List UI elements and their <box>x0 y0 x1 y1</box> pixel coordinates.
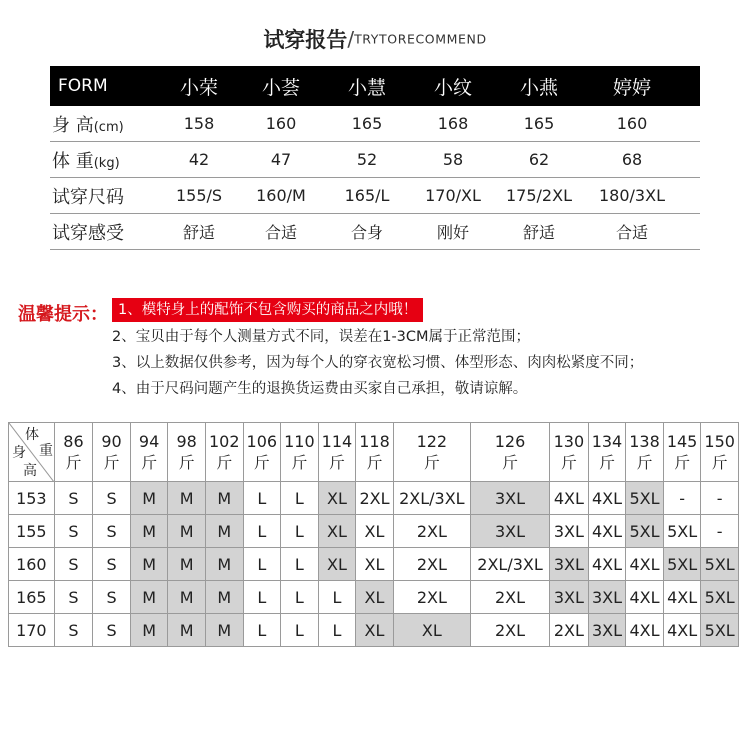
row-label <box>50 183 160 209</box>
size-cell: 2XL <box>356 482 394 515</box>
height-value: 160 <box>9 548 55 581</box>
row-value: 168 <box>437 114 469 133</box>
row-value: 68 <box>621 150 643 169</box>
header-model: 小纹 <box>433 76 472 99</box>
row-value: 165 <box>351 114 383 133</box>
weight-unit: 斤 <box>178 453 195 472</box>
weight-unit: 斤 <box>560 453 577 472</box>
size-cell: M <box>130 581 168 614</box>
weight-header <box>470 423 549 482</box>
row-value: 160/M <box>256 186 306 205</box>
size-cell: L <box>281 581 319 614</box>
size-cell: L <box>281 548 319 581</box>
weight-unit: 斤 <box>502 453 519 472</box>
weight-header <box>281 423 319 482</box>
size-cell: L <box>243 515 281 548</box>
weight-header <box>356 423 394 482</box>
weight-header <box>393 423 470 482</box>
weight-unit: 斤 <box>291 453 308 472</box>
size-cell: L <box>318 581 356 614</box>
row-value: 160 <box>616 114 648 133</box>
weight-value: 98 <box>176 432 197 451</box>
size-cell: M <box>168 548 206 581</box>
weight-header <box>626 423 664 482</box>
row-value: 155/S <box>175 186 223 205</box>
header-form: FORM <box>58 76 108 96</box>
corner-cell <box>9 423 55 482</box>
weight-header <box>318 423 356 482</box>
weight-value: 94 <box>138 432 160 451</box>
size-cell: 5XL <box>663 548 701 581</box>
size-cell: 4XL <box>663 581 701 614</box>
row-label-text: 试穿尺码 <box>52 186 124 208</box>
size-cell: XL <box>393 614 470 647</box>
weight-header <box>701 423 739 482</box>
size-row <box>9 614 739 647</box>
row-unit: (cm) <box>93 119 124 135</box>
weight-unit: 斤 <box>216 453 233 472</box>
row-label-text: 身 高 <box>52 114 94 136</box>
size-cell: XL <box>318 515 356 548</box>
size-cell: M <box>205 515 243 548</box>
size-row <box>9 515 739 548</box>
size-cell: 3XL <box>470 515 549 548</box>
size-cell: M <box>168 581 206 614</box>
weight-value: 86 <box>63 432 84 451</box>
tips-list <box>112 298 643 402</box>
size-cell: L <box>243 548 281 581</box>
size-cell: M <box>130 515 168 548</box>
weight-header <box>243 423 281 482</box>
weight-unit: 斤 <box>65 453 82 472</box>
row-label <box>50 111 160 137</box>
size-cell: 5XL <box>626 515 664 548</box>
size-cell: 3XL <box>588 614 626 647</box>
tip-item: 3、以上数据仅供参考，因为每个人的穿衣宽松习惯、体型形态、肉肉松紧度不同； <box>112 355 644 371</box>
size-cell: - <box>663 482 701 515</box>
row-value: 42 <box>188 150 210 169</box>
row-value: 165 <box>523 114 555 133</box>
weight-value: 145 <box>666 432 698 451</box>
size-cell: L <box>318 614 356 647</box>
size-cell: - <box>701 482 739 515</box>
weight-header <box>168 423 206 482</box>
size-cell: 4XL <box>626 614 664 647</box>
size-cell: 4XL <box>588 515 626 548</box>
weight-value: 102 <box>208 432 240 451</box>
header-model: 小荟 <box>261 76 300 99</box>
size-cell: S <box>93 548 131 581</box>
size-cell: 4XL <box>588 482 626 515</box>
try-on-header-row <box>50 66 700 106</box>
try-on-row <box>50 106 700 142</box>
weight-unit: 斤 <box>711 453 728 472</box>
header-model: 小燕 <box>519 76 558 99</box>
size-cell: L <box>281 482 319 515</box>
weight-header <box>550 423 589 482</box>
size-cell: 4XL <box>663 614 701 647</box>
size-cell: 4XL <box>626 581 664 614</box>
row-value: 合适 <box>615 223 648 242</box>
row-value: 刚好 <box>436 223 469 242</box>
height-value: 153 <box>9 482 55 515</box>
size-cell: 3XL <box>550 548 589 581</box>
size-cell: M <box>130 482 168 515</box>
size-cell: M <box>168 515 206 548</box>
weight-value: 90 <box>101 432 122 451</box>
tip-item: 4、由于尺码问题产生的退换货运费由买家自己承担，敬请谅解。 <box>112 381 528 397</box>
weight-value: 110 <box>284 432 315 451</box>
weight-unit: 斤 <box>636 453 653 472</box>
size-cell: S <box>93 581 131 614</box>
size-cell: 5XL <box>701 614 739 647</box>
size-cell: XL <box>318 548 356 581</box>
size-chart-table <box>8 422 739 647</box>
size-cell: S <box>54 515 93 548</box>
weight-unit: 斤 <box>598 453 615 472</box>
size-cell: 5XL <box>701 581 739 614</box>
size-cell: L <box>243 482 281 515</box>
size-cell: 2XL/3XL <box>393 482 470 515</box>
corner-height-1: 身 <box>12 445 26 461</box>
size-header-row <box>9 423 739 482</box>
try-on-table <box>50 66 700 250</box>
weight-header <box>588 423 626 482</box>
corner-weight-1: 体 <box>25 427 39 443</box>
row-value: 170/XL <box>425 186 481 205</box>
size-cell: 2XL <box>470 581 549 614</box>
weight-header <box>663 423 701 482</box>
height-value: 155 <box>9 515 55 548</box>
size-cell: S <box>54 548 93 581</box>
row-value: 52 <box>356 150 378 169</box>
size-cell: 3XL <box>588 581 626 614</box>
try-on-row <box>50 142 700 178</box>
row-label-text: 试穿感受 <box>52 222 124 244</box>
corner-weight-2: 重 <box>39 443 53 459</box>
try-on-row <box>50 214 700 250</box>
size-cell: 2XL <box>470 614 549 647</box>
weight-value: 118 <box>359 432 390 451</box>
size-cell: 2XL <box>393 548 470 581</box>
weight-value: 114 <box>321 432 353 451</box>
weight-unit: 斤 <box>328 453 345 472</box>
size-cell: S <box>54 614 93 647</box>
size-cell: 2XL <box>393 581 470 614</box>
size-row <box>9 581 739 614</box>
row-value: 舒适 <box>182 223 215 242</box>
size-cell: L <box>243 614 281 647</box>
tip-item: 2、宝贝由于每个人测量方式不同，误差在1-3CM属于正常范围； <box>112 329 531 345</box>
weight-value: 134 <box>591 432 623 451</box>
height-value: 170 <box>9 614 55 647</box>
size-cell: - <box>701 515 739 548</box>
size-cell: M <box>205 482 243 515</box>
size-cell: M <box>130 614 168 647</box>
row-label <box>50 219 160 245</box>
size-cell: 2XL <box>550 614 589 647</box>
row-value: 62 <box>528 150 550 169</box>
size-cell: XL <box>356 614 394 647</box>
weight-unit: 斤 <box>366 453 383 472</box>
size-cell: L <box>281 515 319 548</box>
size-cell: M <box>205 581 243 614</box>
size-cell: 5XL <box>701 548 739 581</box>
row-label-text: 体 重 <box>52 150 94 172</box>
weight-value: 138 <box>629 432 660 451</box>
weight-value: 122 <box>416 432 448 451</box>
size-cell: 4XL <box>550 482 589 515</box>
size-row <box>9 548 739 581</box>
size-cell: S <box>93 515 131 548</box>
size-cell: M <box>168 482 206 515</box>
row-value: 合适 <box>264 223 297 242</box>
title-slash: / <box>347 27 355 51</box>
size-cell: S <box>54 581 93 614</box>
title-en: TRYTORECOMMEND <box>354 31 487 47</box>
try-on-row <box>50 178 700 214</box>
row-value: 175/2XL <box>506 186 572 205</box>
row-value: 160 <box>265 114 297 133</box>
title-zh: 试穿报告 <box>263 28 348 52</box>
row-label <box>50 147 160 173</box>
size-cell: 2XL/3XL <box>470 548 549 581</box>
weight-unit: 斤 <box>423 453 440 472</box>
weight-header <box>205 423 243 482</box>
header-model: 小荣 <box>179 76 218 99</box>
weight-header <box>54 423 93 482</box>
size-cell: 3XL <box>550 581 589 614</box>
size-cell: 3XL <box>550 515 589 548</box>
size-cell: S <box>93 482 131 515</box>
weight-unit: 斤 <box>253 453 270 472</box>
row-value: 58 <box>442 150 464 169</box>
size-cell: 2XL <box>393 515 470 548</box>
size-cell: XL <box>356 515 394 548</box>
size-cell: L <box>243 581 281 614</box>
weight-unit: 斤 <box>103 453 120 472</box>
size-cell: L <box>281 614 319 647</box>
size-cell: XL <box>356 548 394 581</box>
row-value: 47 <box>270 150 292 169</box>
weight-value: 126 <box>494 432 526 451</box>
weight-value: 130 <box>553 432 585 451</box>
weight-unit: 斤 <box>674 453 691 472</box>
size-cell: M <box>205 614 243 647</box>
weight-value: 106 <box>246 432 278 451</box>
row-value: 合身 <box>350 223 383 242</box>
height-value: 165 <box>9 581 55 614</box>
row-unit: (kg) <box>93 155 120 171</box>
size-cell: 4XL <box>626 548 664 581</box>
row-value: 舒适 <box>522 223 555 242</box>
size-cell: 5XL <box>663 515 701 548</box>
tip-item-highlight: 1、模特身上的配饰不包含购买的商品之内哦！ <box>112 298 423 322</box>
size-cell: S <box>93 614 131 647</box>
size-cell: XL <box>318 482 356 515</box>
weight-header <box>93 423 131 482</box>
row-value: 165/L <box>344 186 390 205</box>
weight-header <box>130 423 168 482</box>
size-cell: 5XL <box>626 482 664 515</box>
report-title <box>0 24 750 54</box>
size-cell: M <box>205 548 243 581</box>
weight-unit: 斤 <box>141 453 158 472</box>
weight-value: 150 <box>704 432 735 451</box>
row-value: 180/3XL <box>599 186 665 205</box>
size-cell: M <box>130 548 168 581</box>
size-cell: 3XL <box>470 482 549 515</box>
size-cell: 4XL <box>588 548 626 581</box>
tips-label: 温馨提示： <box>18 304 108 325</box>
size-cell: XL <box>356 581 394 614</box>
header-model: 婷婷 <box>612 76 651 99</box>
size-row <box>9 482 739 515</box>
size-cell: S <box>54 482 93 515</box>
corner-height-2: 高 <box>23 463 37 479</box>
header-model: 小慧 <box>347 76 386 99</box>
size-cell: M <box>168 614 206 647</box>
row-value: 158 <box>183 114 215 133</box>
